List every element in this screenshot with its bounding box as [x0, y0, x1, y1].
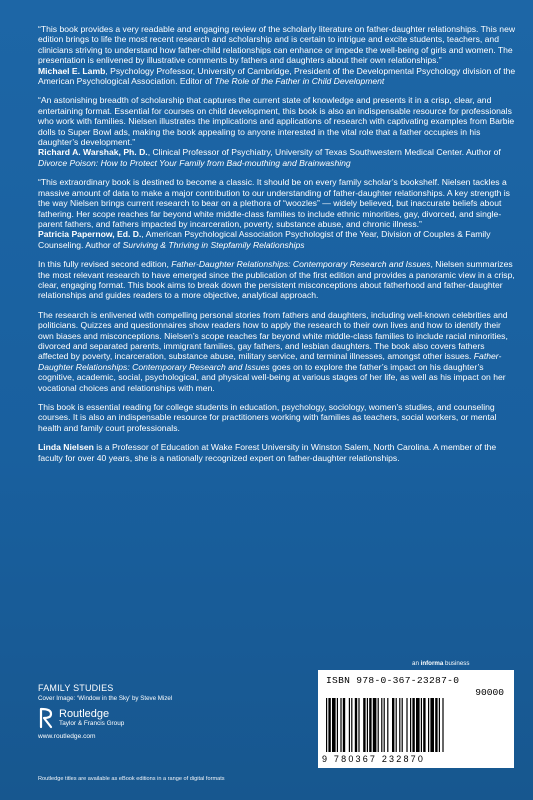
publisher-text	[59, 708, 124, 728]
text-span: business	[443, 660, 470, 667]
informa-wordmark: informa	[420, 660, 444, 667]
publisher-group: Taylor & Francis Group	[59, 720, 125, 727]
text-span: , Nielsen summarizes the most relevant research to have emerged since the publication of the first edition and provides a panoramic view in a crisp, clear, engaging format. This book aims to break down the persistent misconceptions about fatherhood and father-daughter relationships and guides readers to a more objective, analytical approach.	[38, 259, 515, 301]
isbn-barcode	[318, 670, 514, 768]
barcode-bar	[369, 698, 371, 752]
barcode-bar	[332, 698, 336, 752]
routledge-logo-icon	[38, 707, 54, 729]
barcode-bar	[412, 698, 414, 752]
description-paragraph-2	[38, 310, 516, 393]
barcode-bar	[363, 698, 365, 752]
description-paragraph-3: This book is essential reading for college students in education, psychology, sociology, women’s studies, and counseling courses. It is also an indispensable resource for practitioners working with families as teachers, social workers, or mental health and family court professionals.	[38, 402, 497, 433]
reviewer-role: , American Psychological Association Psychologist of the Year, Division of Couples & Family Counseling. Author of	[38, 229, 491, 250]
barcode-bar	[387, 698, 388, 752]
quote-attribution	[38, 147, 516, 168]
informa-tagline	[412, 660, 469, 667]
quote-text: “An astonishing breadth of scholarship that captures the current state of knowledge and presents it in a crisp, clear, and entertaining format. Essential for courses on child development, this book is also an indispensable resource for professionals who work with families. Nielsen illustrates the implications and applications of research with captivating examples from Barbie dolls to Super Bowl ads, making the book appealing to anyone interested in the vital role that a father occupies in his daughter’s development.”	[38, 95, 515, 148]
text-span: goes on to explore the father’s impact on his daughter’s cognitive, academic, social, psychological, and physical well-being at various stages of her life, as well as his impact on her vocational choices and relationships with men.	[38, 361, 506, 393]
ebook-note: Routledge titles are available as eBook editions in a range of digital formats	[38, 776, 225, 782]
book-title: Father-Daughter Relationships: Contemporary Research and Issues	[171, 259, 431, 270]
barcode-bar	[340, 698, 341, 752]
reviewer-role: , Psychology Professor, University of Cambridge, President of the Developmental Psychology division of the American Psychological Association. Editor of	[38, 65, 516, 87]
price-code: 90000	[475, 687, 504, 698]
publisher-url: www.routledge.com	[38, 733, 96, 740]
barcode-bar	[381, 698, 382, 752]
barcode-bar	[392, 698, 394, 752]
reviewer-name: Patricia Papernow, Ed. D.	[38, 229, 142, 240]
description-paragraph-1	[38, 259, 516, 301]
barcode-bar	[428, 698, 429, 752]
ean-digits: 9 780367 232870	[322, 754, 426, 764]
quote-text: “This extraordinary book is destined to become a classic. It should be on every family scholar’s bookshelf. Nielsen tackles a massive amount of data to make a major contribution to our understanding of father-daughter relationships. A key strength is the way Nielsen brings current research to bear on a plethora of “woozles” — widely believed, but inaccurate beliefs about fathering. Her scope reaches far beyond white middle-class families to include ethnic minorities, gay, divorced, and single-parent fathers, and fathers impacted by incarceration, poverty, substance abuse, and chronic illness.”	[38, 177, 510, 229]
barcode-bars	[326, 698, 506, 752]
reviewer-work: Divorce Poison: How to Protect Your Family from Bad-mouthing and Brainwashing	[38, 157, 351, 168]
reviewer-name: Richard A. Warshak, Ph. D.	[38, 147, 148, 158]
reviewer-work: Surviving & Thriving in Stepfamily Relationships	[122, 239, 305, 250]
barcode-bar	[430, 698, 434, 752]
publisher-block	[38, 683, 288, 740]
barcode-bar	[442, 698, 443, 752]
barcode-bar	[406, 698, 407, 752]
barcode-bar	[435, 698, 437, 752]
cover-image-credit: Cover Image: ‘Window in the Sky’ by Steve Mizel	[38, 695, 173, 702]
barcode-bar	[410, 698, 411, 752]
barcode-bar	[337, 698, 338, 752]
barcode-bar	[416, 698, 420, 752]
barcode-bar	[396, 698, 397, 752]
author-name: Linda Nielsen	[38, 442, 94, 453]
text-span: an	[412, 660, 421, 667]
barcode-bar	[349, 698, 350, 752]
barcode-bar	[421, 698, 422, 752]
barcode-bar	[384, 698, 385, 752]
barcode-bar	[439, 698, 440, 752]
barcode-bar	[358, 698, 359, 752]
review-quote-1	[38, 24, 516, 86]
text-span: In this fully revised second edition,	[38, 259, 172, 270]
barcode-bar	[378, 698, 379, 752]
cover-text	[38, 24, 516, 472]
barcode-graphic	[326, 698, 506, 752]
book-title: Father-Daughter Relationships: Contemporary Research and Issues	[38, 351, 502, 372]
quote-attribution	[38, 229, 516, 250]
review-quote-3	[38, 177, 516, 250]
barcode-bar	[399, 698, 400, 752]
barcode-bar	[326, 698, 327, 752]
barcode-bar	[423, 698, 425, 752]
reviewer-work: The Role of the Father in Child Development	[214, 76, 385, 87]
subject-category: FAMILY STUDIES	[38, 683, 114, 693]
author-bio	[38, 442, 516, 463]
text-span: The research is enlivened with compelling personal stories from fathers and daughters, including well-known celebrities and politicians. Quizzes and questionnaires show readers how to apply the research to their own lives and how to identify their own biases and misconceptions. Nielsen’s scope reaches far beyond white middle-class families to include racial minorities, divorced and separated parents, immigrant families, gay fathers, and lesbian daughters. The book also covers fathers affected by poverty, incarceration, substance abuse, military service, and terminal illnesses, amongst other issues.	[38, 309, 508, 362]
barcode-bar	[328, 698, 330, 752]
reviewer-name: Michael E. Lamb	[38, 65, 106, 76]
barcode-bar	[355, 698, 357, 752]
isbn-label: ISBN 978-0-367-23287-0	[326, 675, 460, 686]
author-bio-text: is a Professor of Education at Wake Forest University in Winston Salem, North Carolina. A member of the faculty for over 40 years, she is a nationally recognized expert on father-daughter relationships.	[38, 442, 497, 463]
reviewer-role: , Clinical Professor of Psychiatry, University of Texas Southwestern Medical Center. Author of	[147, 147, 501, 158]
quote-text: “This book provides a very readable and engaging review of the scholarly literature on father-daughter relationships. This new edition brings to life the most recent research and scholarship and is certain to intrigue and excite students, teachers, and clinicians striving to understand how father-child relationships can enhance or impede the well-being of girls and women. The presentation is enlivened by illustrative comments by fathers and daughters about their own relationships.”	[38, 24, 516, 66]
barcode-bar	[402, 698, 403, 752]
barcode-bar	[373, 698, 377, 752]
barcode-bar	[343, 698, 345, 752]
barcode-bar	[351, 698, 352, 752]
quote-attribution	[38, 66, 516, 87]
publisher-logo	[38, 707, 288, 729]
barcode-bar	[367, 698, 368, 752]
publisher-name: Routledge	[59, 708, 110, 720]
review-quote-2	[38, 95, 516, 168]
